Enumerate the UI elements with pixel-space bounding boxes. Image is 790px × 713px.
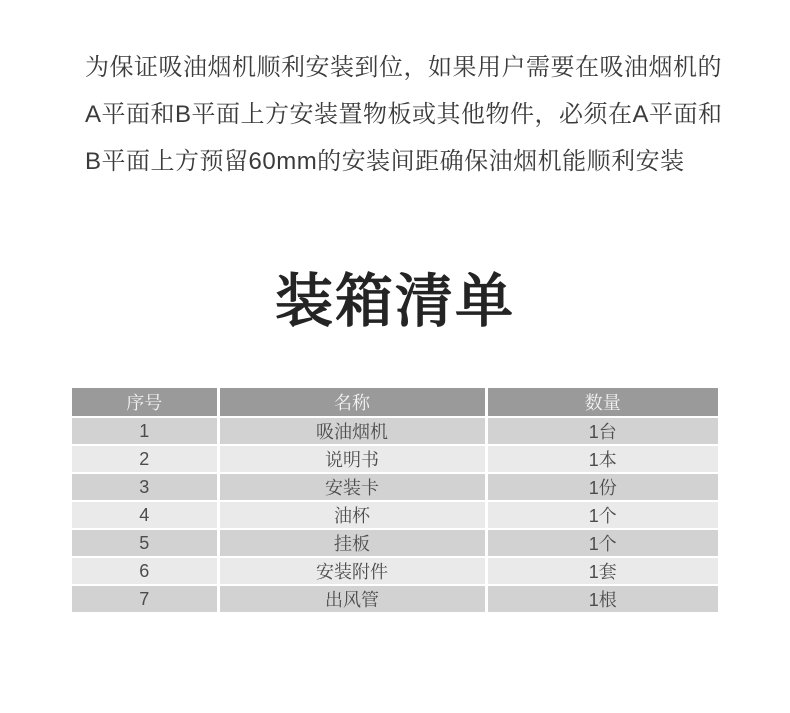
column-header-name: 名称 bbox=[218, 388, 486, 417]
cell-index: 7 bbox=[72, 585, 218, 613]
note-line-3: B平面上方预留60mm的安装间距确保油烟机能顺利安装 bbox=[85, 148, 685, 175]
cell-name: 吸油烟机 bbox=[218, 417, 486, 445]
table-row bbox=[72, 445, 718, 473]
cell-index: 6 bbox=[72, 557, 218, 585]
cell-name: 油杯 bbox=[218, 501, 486, 529]
cell-index: 5 bbox=[72, 529, 218, 557]
column-header-quantity: 数量 bbox=[486, 388, 718, 417]
packing-list-title: 装箱清单 bbox=[274, 269, 515, 334]
cell-name: 出风管 bbox=[218, 585, 486, 613]
note-line-2: A平面和B平面上方安装置物板或其他物件，必须在A平面和 bbox=[85, 101, 723, 128]
cell-name: 挂板 bbox=[218, 529, 486, 557]
packing-table-body bbox=[72, 417, 718, 613]
cell-index: 3 bbox=[72, 473, 218, 501]
cell-quantity: 1根 bbox=[486, 585, 718, 613]
note-line-1: 为保证吸油烟机顺利安装到位，如果用户需要在吸油烟机的 bbox=[85, 54, 722, 81]
cell-quantity: 1本 bbox=[486, 445, 718, 473]
cell-name: 说明书 bbox=[218, 445, 486, 473]
table-row bbox=[72, 529, 718, 557]
cell-name: 安装附件 bbox=[218, 557, 486, 585]
installation-note-paragraph bbox=[85, 44, 735, 185]
cell-index: 4 bbox=[72, 501, 218, 529]
table-row bbox=[72, 417, 718, 445]
cell-name: 安装卡 bbox=[218, 473, 486, 501]
column-header-index: 序号 bbox=[72, 388, 218, 417]
packing-list-table bbox=[72, 388, 718, 614]
table-row bbox=[72, 557, 718, 585]
cell-quantity: 1份 bbox=[486, 473, 718, 501]
table-row bbox=[72, 501, 718, 529]
header-row bbox=[72, 388, 718, 417]
table-header bbox=[72, 388, 718, 417]
cell-index: 1 bbox=[72, 417, 218, 445]
cell-quantity: 1套 bbox=[486, 557, 718, 585]
cell-quantity: 1台 bbox=[486, 417, 718, 445]
cell-quantity: 1个 bbox=[486, 529, 718, 557]
cell-index: 2 bbox=[72, 445, 218, 473]
table-row bbox=[72, 473, 718, 501]
table-row bbox=[72, 585, 718, 613]
cell-quantity: 1个 bbox=[486, 501, 718, 529]
